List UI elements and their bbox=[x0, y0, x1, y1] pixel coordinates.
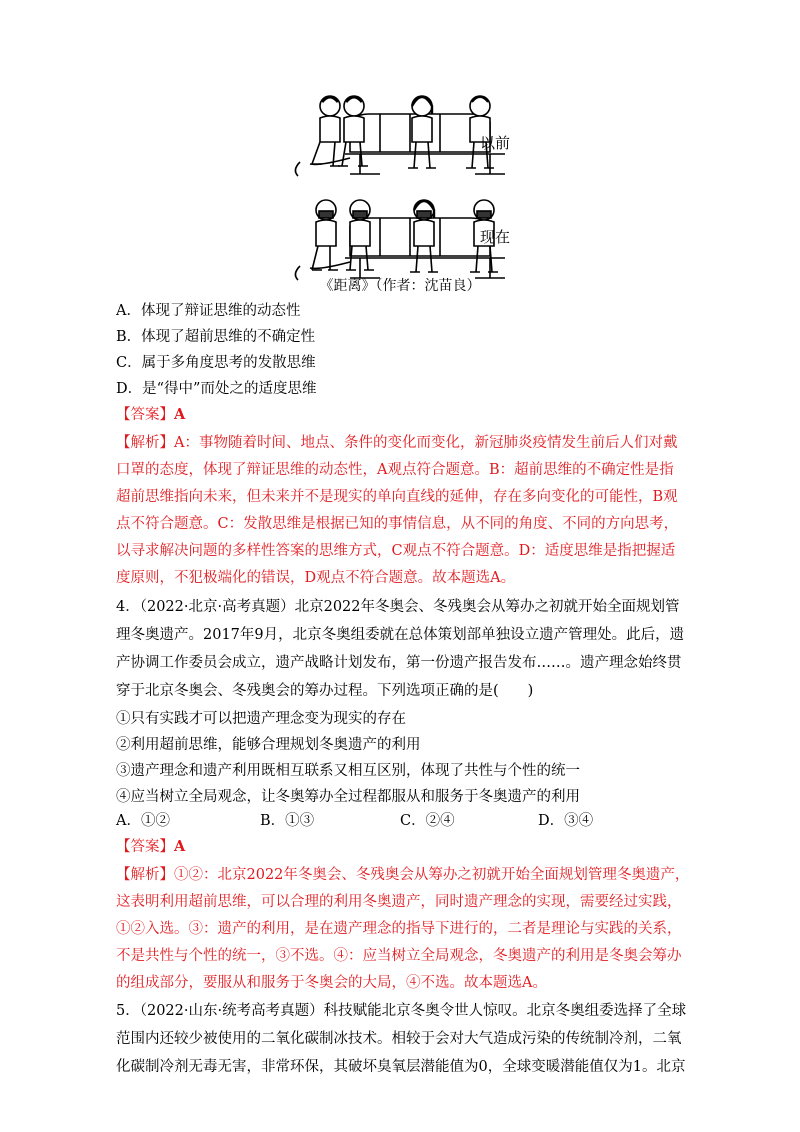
q3-option-a: A．体现了辩证思维的动态性 bbox=[116, 303, 301, 319]
q4-stem-line: 理冬奥遗产。2017年9月，北京冬奥组委就在总体策划部单独设立遗产管理处。此后，遗 bbox=[116, 627, 685, 643]
analysis-tag: 【解析】 bbox=[116, 867, 174, 883]
q4-analysis-line: ①②入选。③：遗产的利用，是在遗产理念的指导下进行的，二者是理论与实践的关系， bbox=[116, 921, 682, 937]
q4-analysis-line bbox=[116, 862, 689, 888]
q3-option-d: D．是“得中”而处之的适度思维 bbox=[116, 381, 317, 397]
q4-statement-3: ③遗产理念和遗产利用既相互联系又相互区别，体现了共性与个性的统一 bbox=[116, 763, 580, 779]
q4-statement-4: ④应当树立全局观念，让冬奥筹办全过程都服从和服务于冬奥遗产的利用 bbox=[116, 789, 580, 805]
label-now: 现在 bbox=[480, 228, 511, 246]
figure-caption: 《距离》（作者：沈苗良） bbox=[319, 278, 481, 294]
q4-analysis-line: 这表明利用超前思维，可以合理的利用冬奥遗产，同时遗产理念的实现，需要经过实践， bbox=[116, 894, 682, 910]
analysis-tag: 【解析】 bbox=[116, 435, 174, 451]
analysis-text: A：事物随着时间、地点、条件的变化而变化，新冠肺炎疫情发生前后人们对戴 bbox=[174, 435, 678, 451]
q5-stem-line: 范围内还较少被使用的二氧化碳制冰技术。相较于会对大气造成污染的传统制冷剂，二氧 bbox=[116, 1031, 682, 1047]
q3-analysis-line: 口罩的态度，体现了辩证思维的动态性，A观点符合题意。B：超前思维的不确定性是指 bbox=[116, 462, 674, 478]
analysis-text: ①②：北京2022年冬奥会、冬残奥会从筹办之初就开始全面规划管理冬奥遗产， bbox=[174, 867, 690, 883]
q3-answer bbox=[116, 402, 185, 428]
answer-tag: 【答案】 bbox=[116, 407, 174, 423]
answer-value: A bbox=[174, 838, 186, 855]
q3-analysis-line: 以寻求解决问题的多样性答案的思维方式，C观点不符合题意。D：适度思维是指把握适 bbox=[116, 543, 676, 559]
q4-stem-line: 产协调工作委员会成立，遗产战略计划发布，第一份遗产报告发布……。遗产理念始终贯 bbox=[116, 655, 682, 671]
q3-analysis-line: 点不符合题意。C：发散思维是根据已知的事情信息，从不同的角度、不同的方向思考， bbox=[116, 516, 679, 532]
q4-statement-2: ②利用超前思维，能够合理规划冬奥遗产的利用 bbox=[116, 737, 421, 753]
q3-analysis-line: 度原则，不犯极端化的错误，D观点不符合题意。故本题选A。 bbox=[116, 570, 516, 586]
q4-stem-line: 4．（2022·北京·高考真题）北京2022年冬奥会、冬残奥会从筹办之初就开始全面规划管 bbox=[116, 599, 680, 615]
q4-choice-c: C．②④ bbox=[400, 813, 455, 829]
q3-analysis-line bbox=[116, 430, 677, 456]
q3-analysis-line: 超前思维指向未来，但未来并不是现实的单向直线的延伸，存在多向变化的可能性，B观 bbox=[116, 489, 678, 505]
q5-stem-line: 5．（2022·山东·统考高考真题）科技赋能北京冬奥令世人惊叹。北京冬奥组委选择了全球 bbox=[116, 1003, 687, 1019]
q3-option-c: C．属于多角度思考的发散思维 bbox=[116, 355, 316, 371]
answer-value: A bbox=[174, 406, 186, 423]
q3-option-b: B．体现了超前思维的不确定性 bbox=[116, 329, 316, 345]
answer-tag: 【答案】 bbox=[116, 839, 174, 855]
q4-stem-line: 穿于北京冬奥会、冬残奥会的筹办过程。下列选项正确的是( ) bbox=[116, 683, 534, 699]
q4-choice-a: A．①② bbox=[116, 813, 170, 829]
q5-stem-line: 化碳制冷剂无毒无害，非常环保，其破坏臭氧层潜能值为0，全球变暖潜能值仅为1。北京 bbox=[116, 1059, 686, 1075]
label-before: 以前 bbox=[480, 134, 511, 152]
q4-choice-b: B．①③ bbox=[260, 813, 315, 829]
q4-analysis-line: 的组成部分，要服从和服务于冬奥会的大局，④不选。故本题选A。 bbox=[116, 975, 547, 991]
q4-answer bbox=[116, 834, 185, 860]
cartoon-figure bbox=[0, 88, 800, 298]
q4-analysis-line: 不是共性与个性的统一，③不选。④：应当树立全局观念，冬奥遗产的利用是冬奥会筹办 bbox=[116, 948, 682, 964]
q4-statement-1: ①只有实践才可以把遗产理念变为现实的存在 bbox=[116, 711, 406, 727]
q4-choice-d: D．③④ bbox=[538, 813, 594, 829]
